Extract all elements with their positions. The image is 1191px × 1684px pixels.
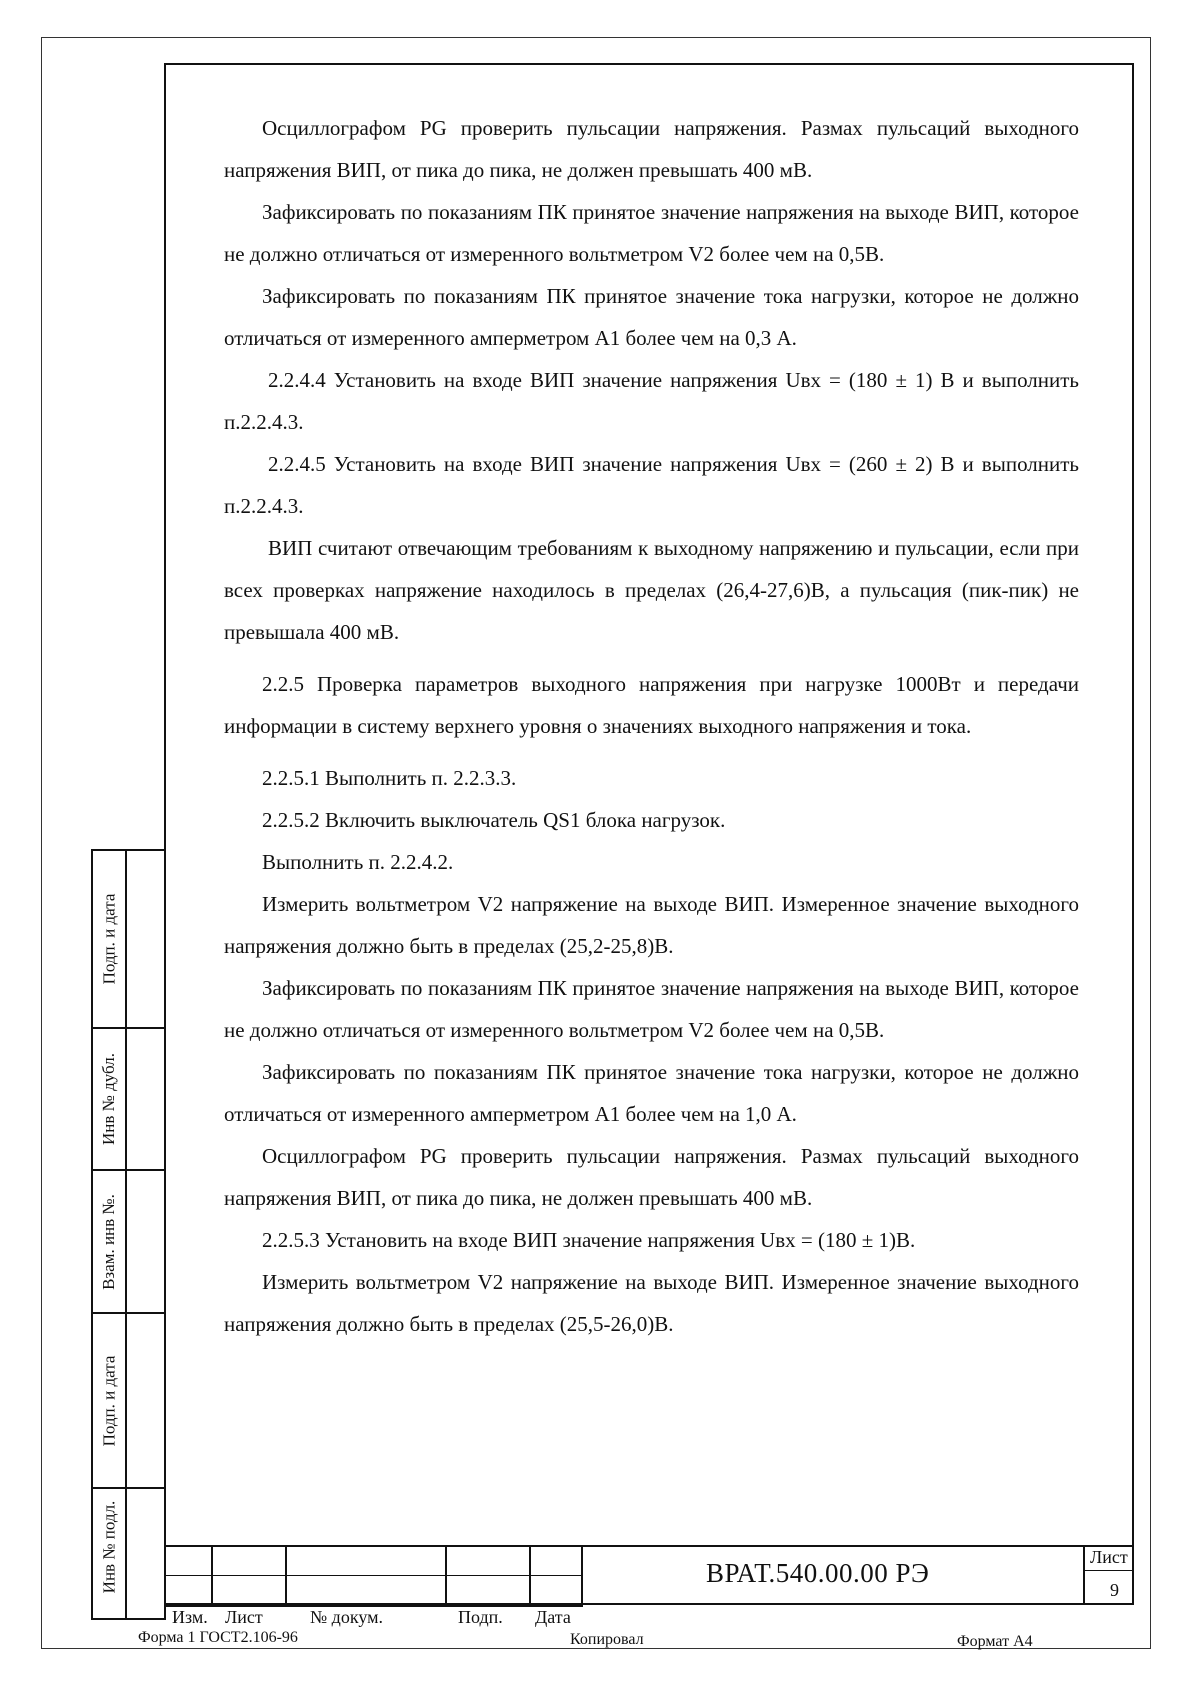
- document-designation: ВРАТ.540.00.00 РЭ: [706, 1558, 930, 1588]
- title-block-top-line: [164, 1545, 1134, 1547]
- paragraph: 2.2.4.4 Установить на входе ВИП значение напряжения Uвх = (180 ± 1) В и выполнить п.2.2.4.3.: [224, 368, 1079, 434]
- paragraph: ВИП считают отвечающим требованиям к выходному напряжению и пульсации, если при всех проверках напряжение находилось в пределах (26,4-27,6)В, а пульсация (пик-пик) не превышала 400 мВ.: [224, 536, 1079, 644]
- col-data: Дата: [535, 1607, 571, 1627]
- side-cell: [93, 1171, 125, 1312]
- side-label-podp-data-2: Подп. и дата: [99, 1355, 119, 1446]
- paragraph: 2.2.5.1 Выполнить п. 2.2.3.3.: [262, 766, 517, 790]
- side-label-vzam-inv: Взам. инв №.: [99, 1193, 118, 1290]
- footer-form: Форма 1 ГОСТ2.106-96: [138, 1629, 298, 1646]
- title-block-col-line: [1083, 1545, 1085, 1605]
- title-block-col-line: [211, 1545, 213, 1605]
- footer-copied: Копировал: [570, 1631, 644, 1648]
- paragraph: Осциллографом PG проверить пульсации напряжения. Размах пульсаций выходного напряжения ВИП, от пика до пика, не должен превышать 400 мВ.: [224, 116, 1079, 182]
- sheet-number: 9: [1110, 1580, 1119, 1600]
- section-heading: 2.2.5 Проверка параметров выходного напряжения при нагрузке 1000Вт и передачи информации в систему верхнего уровня о значениях выходного напряжения и тока.: [224, 672, 1079, 738]
- side-cell: [93, 1489, 125, 1605]
- side-stamp-divider: [125, 849, 127, 1620]
- title-block-col-line: [581, 1545, 583, 1605]
- paragraph: Измерить вольтметром V2 напряжение на выходе ВИП. Измеренное значение выходного напряжения должно быть в пределах (25,5-26,0)В.: [224, 1270, 1079, 1336]
- title-block-row-line: [164, 1575, 583, 1576]
- document-body: [224, 107, 1079, 1345]
- sheet-label: Лист: [1090, 1547, 1128, 1567]
- side-label-inv-dubl: Инв № дубл.: [99, 1052, 119, 1146]
- side-label-podp-data: Подп. и дата: [99, 893, 119, 985]
- paragraph: Зафиксировать по показаниям ПК принятое значение тока нагрузки, которое не должно отличаться от измеренного амперметром А1 более чем на 1,0 А.: [224, 1060, 1079, 1126]
- col-izm: Изм.: [172, 1607, 208, 1627]
- paragraph: 2.2.4.5 Установить на входе ВИП значение напряжения Uвх = (260 ± 2) В и выполнить п.2.2.4.3.: [224, 452, 1079, 518]
- title-block-col-line: [285, 1545, 287, 1605]
- paragraph: Зафиксировать по показаниям ПК принятое значение напряжения на выходе ВИП, которое не должно отличаться от измеренного вольтметром V2 более чем на 0,5В.: [224, 200, 1079, 266]
- col-list: Лист: [225, 1607, 263, 1627]
- title-block-col-line: [529, 1545, 531, 1605]
- paragraph: Зафиксировать по показаниям ПК принятое значение тока нагрузки, которое не должно отличаться от измеренного амперметром А1 более чем на 0,3 А.: [224, 284, 1079, 350]
- paragraph: Измерить вольтметром V2 напряжение на выходе ВИП. Измеренное значение выходного напряжения должно быть в пределах (25,2-25,8)В.: [224, 892, 1079, 958]
- paragraph: 2.2.5.2 Включить выключатель QS1 блока нагрузок.: [262, 808, 726, 832]
- title-block-col-line: [445, 1545, 447, 1605]
- col-dokum: № докум.: [310, 1607, 383, 1627]
- footer-format: Формат А4: [957, 1633, 1033, 1650]
- paragraph: Зафиксировать по показаниям ПК принятое значение напряжения на выходе ВИП, которое не должно отличаться от измеренного вольтметром V2 более чем на 0,5В.: [224, 976, 1079, 1042]
- paragraph: Осциллографом PG проверить пульсации напряжения. Размах пульсаций выходного напряжения ВИП, от пика до пика, не должен превышать 400 мВ.: [224, 1144, 1079, 1210]
- paragraph: 2.2.5.3 Установить на входе ВИП значение напряжения Uвх = (180 ± 1)В.: [262, 1228, 916, 1252]
- side-cell: [93, 1029, 125, 1169]
- side-cell: [93, 851, 125, 1027]
- side-label-inv-podl: Инв № подл.: [99, 1500, 118, 1594]
- sheet-cell-line: [1083, 1570, 1134, 1571]
- paragraph: Выполнить п. 2.2.4.2.: [262, 850, 454, 874]
- side-cell: [93, 1314, 125, 1487]
- col-podp: Подп.: [458, 1607, 503, 1627]
